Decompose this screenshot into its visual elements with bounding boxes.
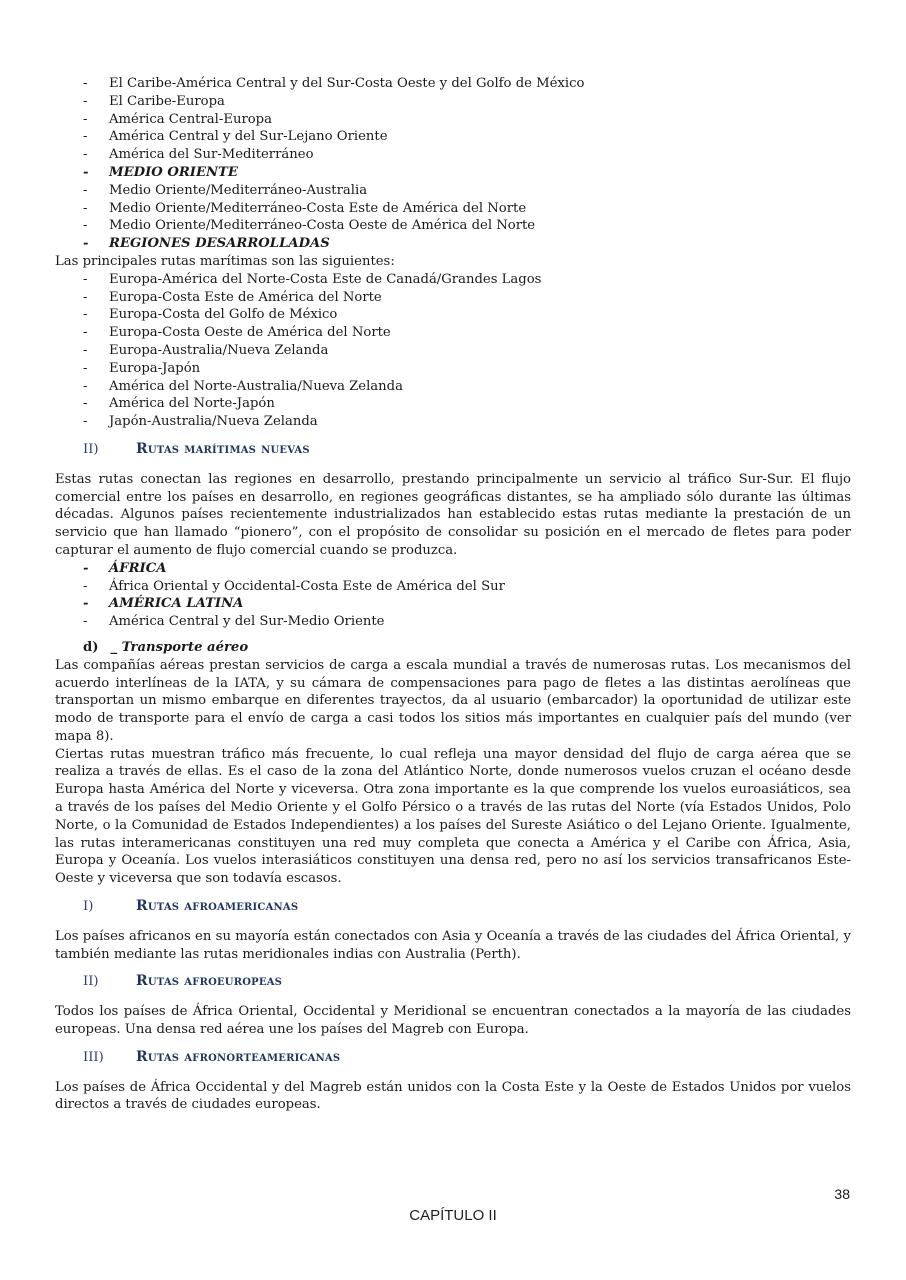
chapter-footer: CAPÍTULO II xyxy=(409,1207,497,1224)
paragraph-afroeuropeas: Todos los países de África Oriental, Occidental y Meridional se encuentran conectados a la mayoría de las ciudades europeas. Una densa red aérea une los países del Magreb con Europa. xyxy=(55,1004,851,1038)
list-item: - América del Norte-Australia/Nueva Zelanda xyxy=(55,378,851,396)
list-heading: - AMÉRICA LATINA xyxy=(55,595,851,613)
list-item: - Europa-Australia/Nueva Zelanda xyxy=(55,342,851,360)
section-heading-afroeuropeas xyxy=(55,973,851,991)
paragraph-new-routes: Estas rutas conectan las regiones en desarrollo, prestando principalmente un servicio al tráfico Sur-Sur. El flujo comercial entre los países en desarrollo, en regiones geográficas distantes, se ha ampliado sólo durante las últimas décadas. Algunos países recientemente industrializados han establecido estas rutas mediante la prestación de un servicio que han llamado “pionero”, con el propósito de consolidar su posición en el mercado de fletes para poder capturar el aumento de flujo comercial cuando se produzca. xyxy=(55,471,851,558)
subsection-heading-air xyxy=(55,639,851,657)
section-heading-afronorteamericanas xyxy=(55,1049,851,1067)
subsection-title: _ Transporte aéreo xyxy=(110,639,249,655)
section-title: Rutas afronorteamericanas xyxy=(136,1048,341,1065)
route-list-new xyxy=(55,560,851,631)
route-list-developed xyxy=(55,271,851,431)
list-item: - Medio Oriente/Mediterráneo-Australia xyxy=(55,182,851,200)
list-item: - Medio Oriente/Mediterráneo-Costa Este de América del Norte xyxy=(55,200,851,218)
list-item: - América del Norte-Japón xyxy=(55,395,851,413)
list-heading: - MEDIO ORIENTE xyxy=(55,164,851,182)
subsection-letter: d) xyxy=(83,639,99,655)
list-heading: - ÁFRICA xyxy=(55,560,851,578)
list-heading: - REGIONES DESARROLLADAS xyxy=(55,235,851,253)
list-item: - Europa-Costa Oeste de América del Norte xyxy=(55,324,851,342)
section-title: Rutas afroeuropeas xyxy=(136,973,283,990)
paragraph-afronorteamericanas: Los países de África Occidental y del Magreb están unidos con la Costa Este y la Oeste de Estados Unidos por vuelos directos a través de ciudades europeas. xyxy=(55,1079,851,1113)
list-item: - Europa-Costa Este de América del Norte xyxy=(55,289,851,307)
list-item: - Europa-América del Norte-Costa Este de Canadá/Grandes Lagos xyxy=(55,271,851,289)
route-list-regions xyxy=(55,75,851,253)
list-item: - América Central y del Sur-Lejano Oriente xyxy=(55,128,851,146)
section-number: II) xyxy=(83,974,99,990)
list-item: - América Central y del Sur-Medio Oriente xyxy=(55,613,851,631)
list-item: - América Central-Europa xyxy=(55,111,851,129)
list-item: - África Oriental y Occidental-Costa Este de América del Sur xyxy=(55,578,851,596)
section-number: III) xyxy=(83,1049,104,1065)
list-item: - América del Sur-Mediterráneo xyxy=(55,146,851,164)
paragraph-afroamericanas: Los países africanos en su mayoría están conectados con Asia y Oceanía a través de las ciudades del África Oriental, y también mediante las rutas meridionales indias con Australia (Perth). xyxy=(55,928,851,962)
list-item: - Europa-Japón xyxy=(55,360,851,378)
section-heading-afroamericanas xyxy=(55,898,851,916)
paragraph-air-2: Ciertas rutas muestran tráfico más frecuente, lo cual refleja una mayor densidad del flujo de carga aérea que se realiza a través de ellas. Es el caso de la zona del Atlántico Norte, donde numerosos vuelos cruzan el océano desde Europa hasta América del Norte y viceversa. Otra zona importante es la que comprende los vuelos euroasiáticos, sea a través de los países del Medio Oriente y el Golfo Pérsico o a través de las rutas del Norte (vía Estados Unidos, Polo Norte, o la Comunidad de Estados Independientes) a los países del Sureste Asiático o del Lejano Oriente. Igualmente, las rutas interamericanas constituyen una red muy completa que conecta a América y el Caribe con África, Asia, Europa y Oceanía. Los vuelos interasiáticos constituyen una densa red, pero no así los servicios transafricanos Este-Oeste y viceversa que son todavía escasos. xyxy=(55,746,851,887)
page-number: 38 xyxy=(834,1186,850,1202)
list-item: - Japón-Australia/Nueva Zelanda xyxy=(55,413,851,431)
document-body xyxy=(55,75,851,1114)
list-item: - Medio Oriente/Mediterráneo-Costa Oeste de América del Norte xyxy=(55,217,851,235)
section-number: I) xyxy=(83,899,94,915)
list-item: - Europa-Costa del Golfo de México xyxy=(55,306,851,324)
list-item: - El Caribe-América Central y del Sur-Costa Oeste y del Golfo de México xyxy=(55,75,851,93)
paragraph-air-1: Las compañías aéreas prestan servicios de carga a escala mundial a través de numerosas rutas. Los mecanismos del acuerdo interlíneas de la IATA, y su cámara de compensaciones para pago de fletes a las distintas aerolíneas que transportan un mismo embarque en diferentes trayectos, da al usuario (embarcador) la oportunidad de utilizar este modo de transporte para el envío de carga a casi todos los sitios más importantes en cualquier país del mundo (ver mapa 8). xyxy=(55,657,851,744)
section-title: Rutas afroamericanas xyxy=(136,898,299,915)
list-item: - El Caribe-Europa xyxy=(55,93,851,111)
routes-intro: Las principales rutas marítimas son las siguientes: xyxy=(55,253,395,269)
section-title: Rutas marítimas nuevas xyxy=(136,440,310,457)
section-number: II) xyxy=(83,441,99,457)
section-heading-new-routes xyxy=(55,441,851,459)
